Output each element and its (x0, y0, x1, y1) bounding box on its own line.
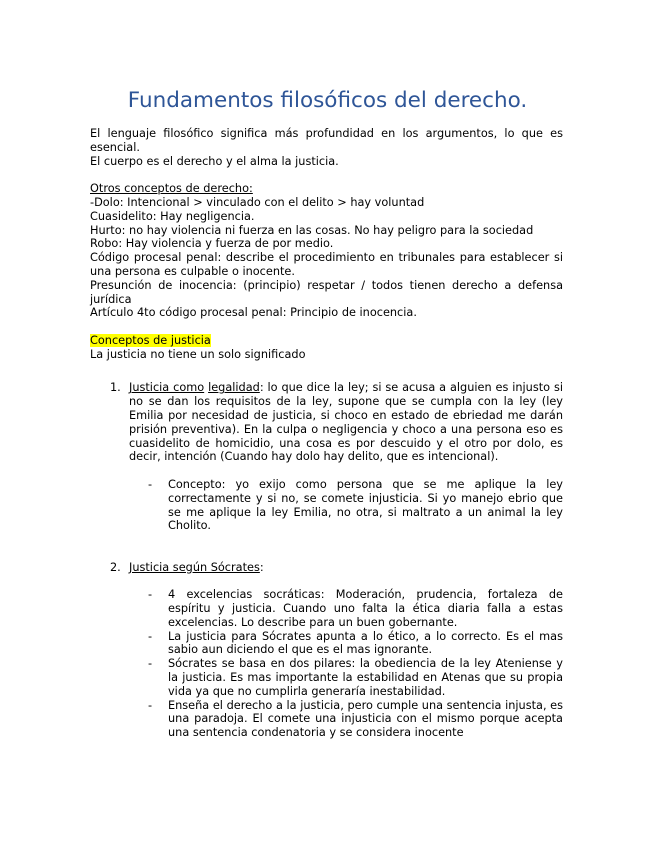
list-item-1-text (129, 381, 563, 464)
otros-line-presuncion: Presunción de inocencia: (principio) respetar / todos tienen derecho a defensa jurídica (90, 278, 563, 306)
bullet-text: Concepto: yo exijo como persona que se me aplique la ley correctamente y si no, se comete injusticia. Si yo manejo ebrio que se me aplique la ley Emilia, no otra, si maltrato a un animal la ley Cholito. (168, 477, 563, 533)
dash-marker: - (148, 588, 153, 602)
intro-paragraph-2: El cuerpo es el derecho y el alma la justicia. (90, 154, 339, 168)
item-1-label-b: legalidad (208, 381, 260, 395)
list-item-2-bullet-1 (90, 588, 563, 629)
otros-line-cuasidelito: Cuasidelito: Hay negligencia. (90, 209, 255, 223)
otros-line-dolo: -Dolo: Intencional > vinculado con el delito > hay voluntad (90, 195, 425, 209)
otros-heading: Otros conceptos de derecho: (90, 182, 253, 196)
bullet-text: Sócrates se basa en dos pilares: la obediencia de la ley Ateniense y la justicia. Es mas importante la estabilidad en Atenas que su propia vida ya que no cumplirla generaría inestabilidad. (168, 657, 563, 698)
list-item-1-bullet-1 (90, 478, 563, 533)
otros-line-robo: Robo: Hay violencia y fuerza de por medio. (90, 237, 334, 251)
item-2-label: Justicia según Sócrates (129, 560, 260, 574)
dash-marker: - (148, 477, 153, 491)
justicia-heading: Conceptos de justicia (90, 333, 211, 347)
justicia-heading-line (90, 334, 563, 348)
document-body (90, 127, 563, 740)
dash-marker: - (148, 698, 153, 712)
item-1-body: : lo que dice la ley; si se acusa a alguien es injusto si no se dan los requisitos de la ley, supone que se cumpla con la ley (ley Emilia por necesidad de justicia, si choco en estado de ebriedad me darán prisión preventiva). En la culpa o negligencia y choco a una persona eso es cuasidelito de homicidio, una cosa es por descuido y el otro por dolo, es decir, intención (Cuando hay dolo hay delito, que es intencional). (129, 381, 563, 464)
list-item-2-bullet-3 (90, 657, 563, 698)
otros-line-articulo: Artículo 4to código procesal penal: Principio de inocencia. (90, 306, 417, 320)
list-item-2 (90, 561, 563, 575)
intro-paragraph-1: El lenguaje filosófico significa más profundidad en los argumentos, lo que es esencial. (90, 127, 563, 154)
list-item-2-text (129, 561, 563, 575)
otros-line-codigo: Código procesal penal: describe el procedimiento en tribunales para establecer si una persona es culpable o inocente. (90, 251, 563, 278)
bullet-text: 4 excelencias socráticas: Moderación, prudencia, fortaleza de espíritu y justicia. Cuando uno falta la ética diaria falla a estas excelencias. Lo describe para un buen gobernante. (168, 588, 563, 629)
item-2-suffix: : (259, 560, 264, 574)
page-title: Fundamentos filosóficos del derecho. (127, 88, 528, 113)
list-item-2-bullet-2 (90, 630, 563, 658)
item-1-label-a: Justicia como (129, 381, 205, 395)
otros-line-hurto: Hurto: no hay violencia ni fuerza en las cosas. No hay peligro para la sociedad (90, 223, 534, 237)
dash-marker: - (148, 657, 153, 671)
list-number-1: 1. (110, 381, 121, 395)
bullet-text: Enseña el derecho a la justicia, pero cumple una sentencia injusta, es una paradoja. El comete una injusticia con el mismo porque acepta una sentencia condenatoria y se considera inocente (168, 698, 563, 740)
bullet-text: La justicia para Sócrates apunta a lo ético, a lo correcto. Es el mas sabio aun diciendo el que es el mas ignorante. (168, 629, 563, 657)
list-item-2-bullet-4 (90, 699, 563, 740)
list-number-2: 2. (110, 560, 121, 574)
list-item-1 (90, 381, 563, 464)
dash-marker: - (148, 629, 153, 643)
justicia-subtitle: La justicia no tiene un solo significado (90, 347, 306, 361)
